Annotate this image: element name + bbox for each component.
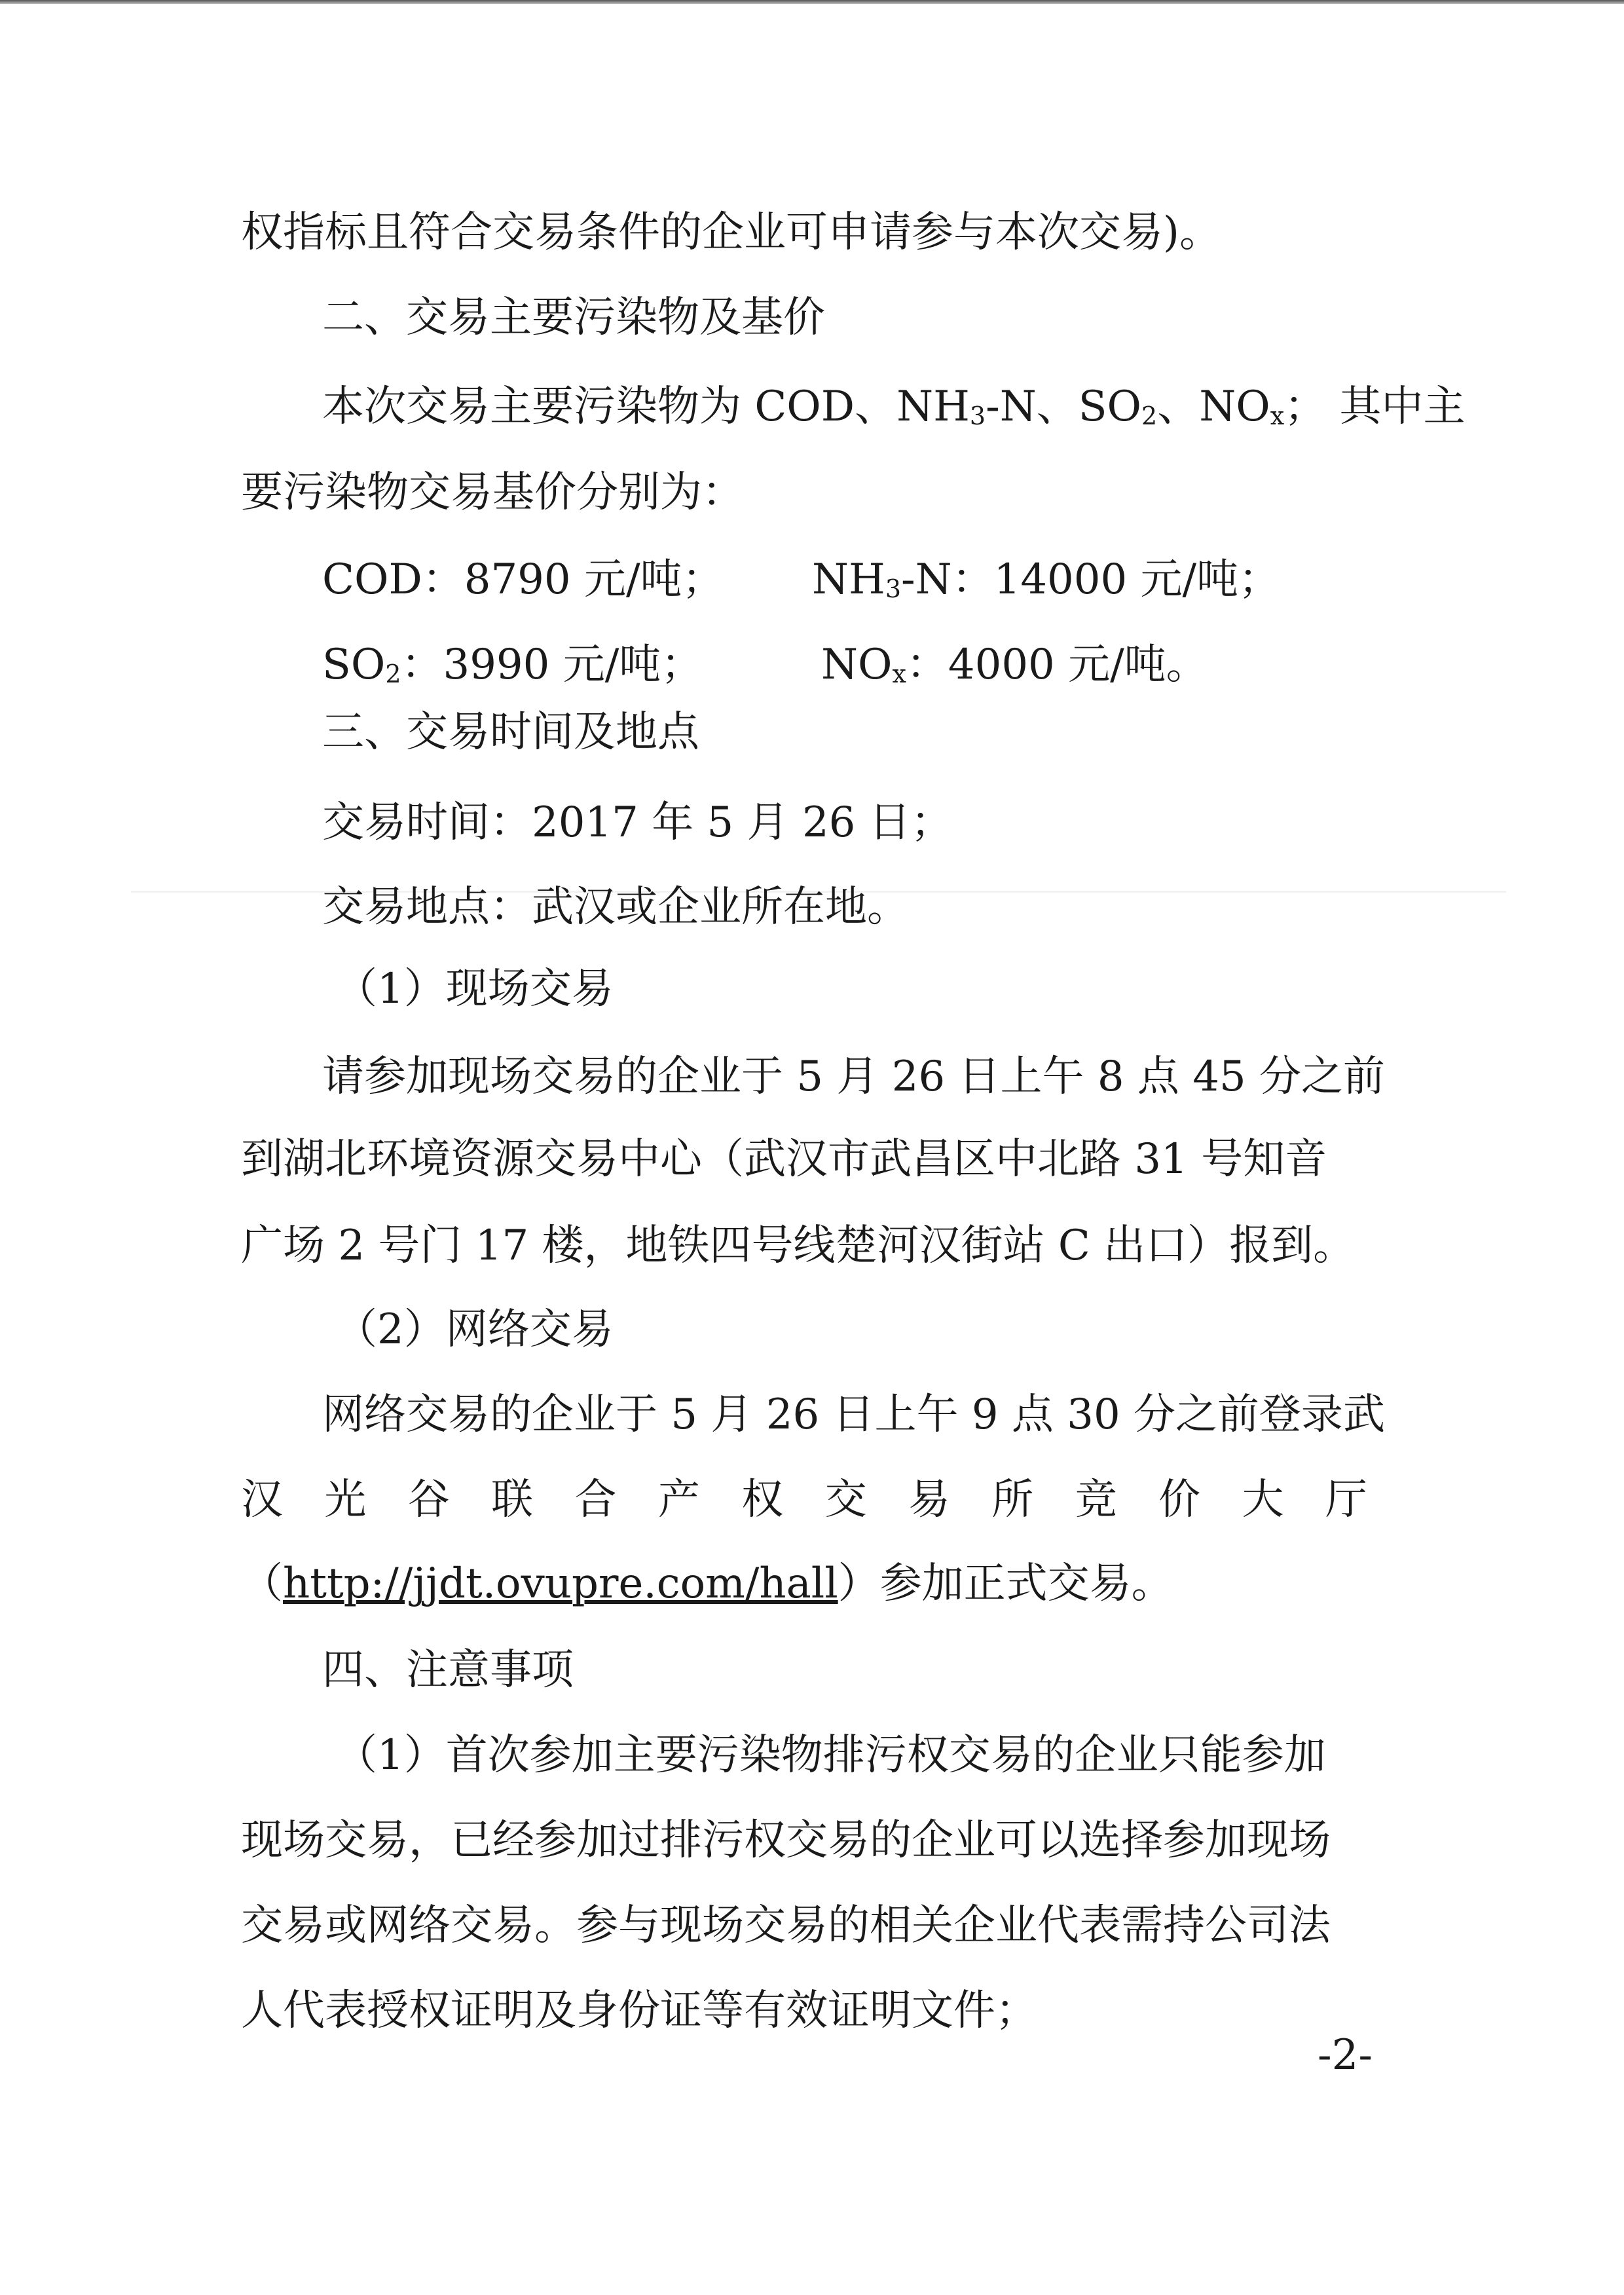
body-line: 权指标且符合交易条件的企业可申请参与本次交易)。 <box>241 208 1221 257</box>
body-line: 交易时间：2017 年 5 月 26 日； <box>322 798 953 847</box>
body-line: 人代表授权证明及身份证等有效证明文件； <box>241 1987 1037 2035</box>
price-cod: COD：8790 元/吨； <box>322 555 724 604</box>
section-heading: 二、交易主要污染物及基价 <box>322 293 825 342</box>
body-line-justified: 汉 光 谷 联 合 产 权 交 易 所 竞 价 大 厅 <box>241 1476 1367 1524</box>
section-heading: 三、交易时间及地点 <box>322 708 699 756</box>
body-line: 现场交易，已经参加过排污权交易的企业可以选择参加现场 <box>241 1816 1331 1865</box>
body-line: 到湖北环境资源交易中心（武汉市武昌区中北路 31 号知音 <box>241 1135 1327 1184</box>
body-line: 广场 2 号门 17 楼，地铁四号线楚河汉街站 C 出口）报到。 <box>241 1222 1356 1270</box>
body-line: 请参加现场交易的企业于 5 月 26 日上午 8 点 45 分之前 <box>322 1053 1386 1101</box>
body-line: 要污染物交易基价分别为： <box>241 468 744 517</box>
price-so2: $SO_2$：3990 元/吨； <box>322 641 703 689</box>
body-line: （http://jjdt.ovupre.com/hall）参加正式交易。 <box>241 1559 1173 1608</box>
body-line: 本次交易主要污染物为 COD、$NH_3-N$、$SO_2$、$NO_x$； 其中主 <box>322 382 1466 431</box>
body-line: 交易或网络交易。参与现场交易的相关企业代表需持公司法 <box>241 1901 1331 1950</box>
section-heading: 四、注意事项 <box>322 1646 574 1694</box>
trading-hall-link[interactable]: http://jjdt.ovupre.com/hall <box>283 1559 838 1608</box>
scan-top-edge <box>0 0 1624 4</box>
body-line: 网络交易的企业于 5 月 26 日上午 9 点 30 分之前登录武 <box>322 1390 1386 1439</box>
price-nox: $NO_x$：4000 元/吨。 <box>821 641 1208 689</box>
price-nh3n: $NH_3-N$：14000 元/吨； <box>812 555 1281 604</box>
body-line: （1）首次参加主要污染物排污权交易的企业只能参加 <box>335 1731 1326 1780</box>
price-line <box>322 553 1281 606</box>
page-number: -2- <box>1318 2031 1373 2080</box>
sub-heading: （1）现场交易 <box>335 965 614 1013</box>
sub-heading: （2）网络交易 <box>335 1305 614 1354</box>
price-line <box>322 639 1208 691</box>
body-line: 交易地点：武汉或企业所在地。 <box>322 883 909 931</box>
